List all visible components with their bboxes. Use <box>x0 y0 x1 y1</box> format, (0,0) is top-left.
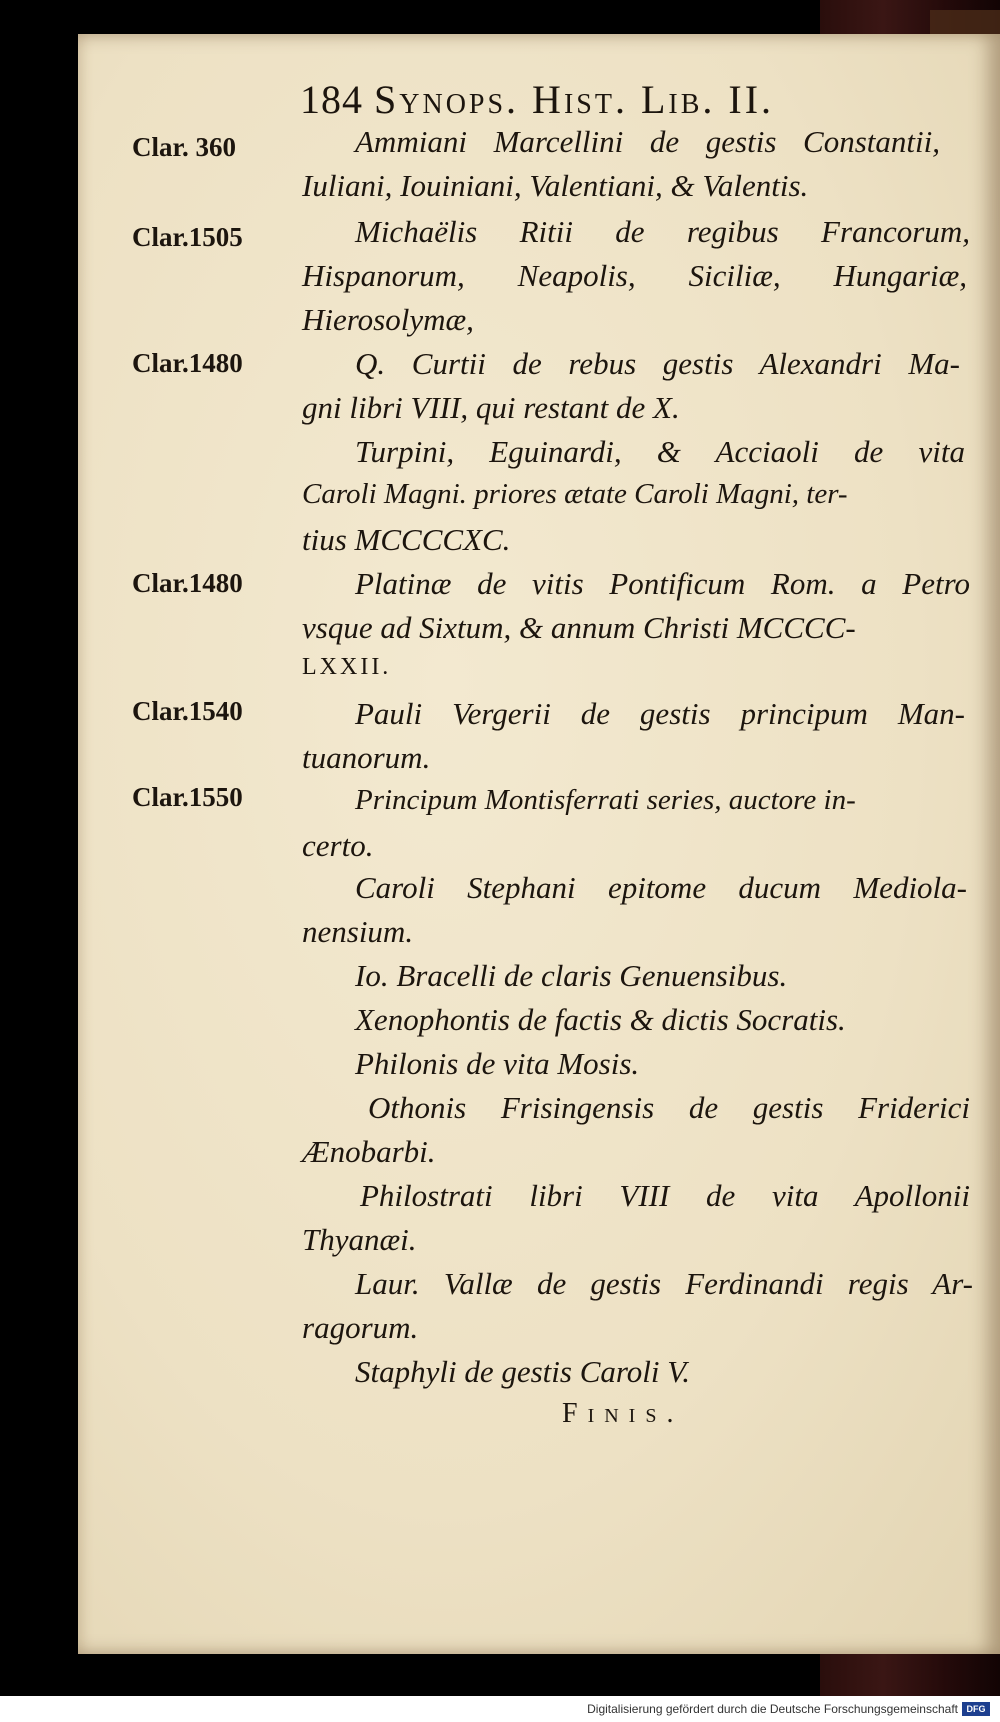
margin-note: Clar. 360 <box>132 132 237 162</box>
text-line: Hispanorum, Neapolis, Siciliæ, Hungariæ, <box>302 258 967 293</box>
text-line: tuanorum. <box>302 740 431 775</box>
text-line: tius MCCCCXC. <box>302 522 511 557</box>
text-line: Q. Curtii de rebus gestis Alexandri Ma- <box>355 346 960 381</box>
text-line: Platinæ de vitis Pontificum Rom. a Petro <box>355 566 970 601</box>
finis: Finis. <box>562 1398 684 1429</box>
text-line: certo. <box>302 828 374 863</box>
text-line: Laur. Vallæ de gestis Ferdinandi regis Ar- <box>355 1266 973 1301</box>
dfg-logo: DFG <box>962 1702 990 1716</box>
text-line: Io. Bracelli de claris Genuensibus. <box>355 958 788 993</box>
text-line: Xenophontis de factis & dictis Socratis. <box>355 1002 846 1037</box>
text-line: Ænobarbi. <box>302 1134 436 1169</box>
text-line: Staphyli de gestis Caroli V. <box>355 1354 690 1389</box>
text-line: nensium. <box>302 914 414 949</box>
text-line: LXXII. <box>302 654 392 680</box>
text-line: ragorum. <box>302 1310 419 1345</box>
text-line: Thyanæi. <box>302 1222 417 1257</box>
text-line: Pauli Vergerii de gestis principum Man- <box>355 696 965 731</box>
margin-note: Clar.1550 <box>132 782 243 812</box>
text-line: Michaëlis Ritii de regibus Francorum, <box>355 214 970 249</box>
text-line: vsque ad Sixtum, & annum Christi MCCCC- <box>302 610 856 645</box>
margin-note: Clar.1540 <box>132 696 243 726</box>
running-title: Synops. Hist. Lib. II. <box>374 77 775 122</box>
text-line: Ammiani Marcellini de gestis Constantii, <box>355 124 940 159</box>
margin-note: Clar.1480 <box>132 568 243 598</box>
text-line: Philonis de vita Mosis. <box>355 1046 640 1081</box>
page-number: 184 <box>300 77 363 122</box>
margin-note: Clar.1480 <box>132 348 243 378</box>
margin-note: Clar.1505 <box>132 222 243 252</box>
running-header <box>300 76 774 123</box>
text-line: Hierosolymæ, <box>302 302 474 337</box>
digitization-credit: Digitalisierung gefördert durch die Deutsche Forschungsgemeinschaft <box>587 1702 958 1716</box>
text-line: Principum Montisferrati series, auctore in- <box>355 784 856 816</box>
text-line: Caroli Stephani epitome ducum Mediola- <box>355 870 967 905</box>
text-line: Philostrati libri VIII de vita Apollonii <box>360 1178 970 1213</box>
text-line: gni libri VIII, qui restant de X. <box>302 390 680 425</box>
text-line: Caroli Magni. priores ætate Caroli Magni, ter- <box>302 478 848 510</box>
text-line: Othonis Frisingensis de gestis Friderici <box>368 1090 970 1125</box>
text-line: Iuliani, Iouiniani, Valentiani, & Valentis. <box>302 168 809 203</box>
text-line: Turpini, Eguinardi, & Acciaoli de vita <box>355 434 965 469</box>
